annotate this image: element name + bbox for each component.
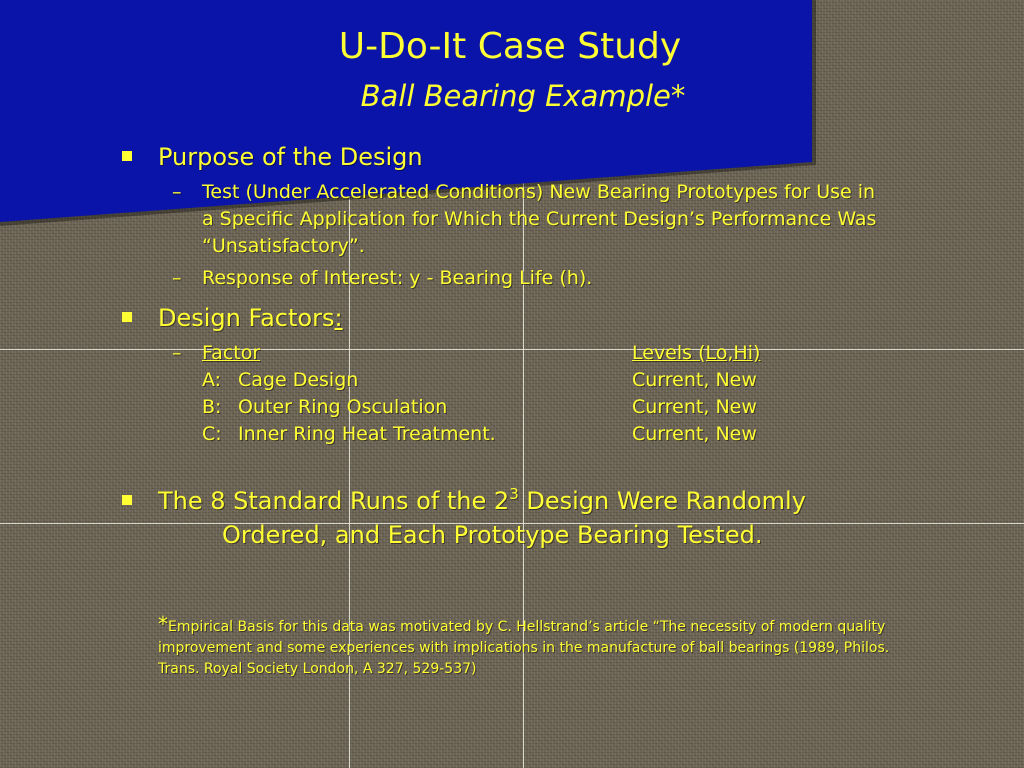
slide-title xyxy=(0,26,1024,68)
factor-levels: Current, New xyxy=(632,396,757,418)
factor-levels: Current, New xyxy=(632,423,757,445)
slide-subtitle-text: Ball Bearing Example* xyxy=(360,79,686,113)
levels-column-header: Levels (Lo,Hi) xyxy=(632,342,761,364)
factor-name: Inner Ring Heat Treatment. xyxy=(238,423,496,445)
purpose-item-text: Test (Under Accelerated Conditions) New Bearing Prototypes for Use in a Specific Application for Which the Current Design’s Performance Was “Unsatisfactory”. xyxy=(202,181,877,257)
factors-heading-text: Design Factors xyxy=(158,304,335,332)
sub-bullet-response xyxy=(172,265,892,292)
square-bullet-icon xyxy=(122,312,132,322)
footnote-star: * xyxy=(158,612,168,636)
factor-name: Cage Design xyxy=(238,369,359,391)
bullet-design-factors xyxy=(122,303,343,333)
dash-bullet-icon: – xyxy=(172,267,182,289)
factors-heading xyxy=(158,303,343,333)
factor-label: C: xyxy=(202,423,222,445)
purpose-item-text: Response of Interest: y - Bearing Life (h). xyxy=(202,267,593,289)
factor-levels: Current, New xyxy=(632,369,757,391)
factor-name: Outer Ring Osculation xyxy=(238,396,448,418)
dash-bullet-icon: – xyxy=(172,342,182,364)
factor-table-header xyxy=(172,340,761,367)
square-bullet-icon xyxy=(122,151,132,161)
slide-subtitle xyxy=(0,78,1024,114)
runs-text xyxy=(158,484,806,552)
sub-bullet-purpose-test xyxy=(172,179,892,260)
slide-title-text: U-Do-It Case Study xyxy=(338,26,682,67)
runs-line1-post: Design Were Randomly xyxy=(518,487,806,515)
dash-bullet-icon: – xyxy=(172,181,182,203)
factor-label: B: xyxy=(202,396,222,418)
runs-line1-pre: The 8 Standard Runs of the 2 xyxy=(158,487,510,515)
grid-line-horizontal xyxy=(0,349,1024,350)
purpose-heading: Purpose of the Design xyxy=(158,143,423,171)
factors-heading-colon: : xyxy=(334,304,343,332)
factor-row-b xyxy=(202,394,757,421)
footnote-text: Empirical Basis for this data was motivated by C. Hellstrand’s article “The necessity of modern quality improvement and some experiences with implications in the manufacture of ball bearings (1989, Philos. Trans. Royal Society London, A 327, 529-537) xyxy=(158,619,890,677)
runs-exponent: 3 xyxy=(509,485,519,503)
factor-row-c xyxy=(202,421,757,448)
factor-column-header: Factor xyxy=(202,342,261,364)
runs-line2: Ordered, and Each Prototype Bearing Tested. xyxy=(222,521,763,549)
footnote xyxy=(158,614,908,680)
factor-row-a xyxy=(202,367,757,394)
square-bullet-icon xyxy=(122,495,132,505)
bullet-purpose xyxy=(122,142,423,172)
factor-label: A: xyxy=(202,369,222,391)
